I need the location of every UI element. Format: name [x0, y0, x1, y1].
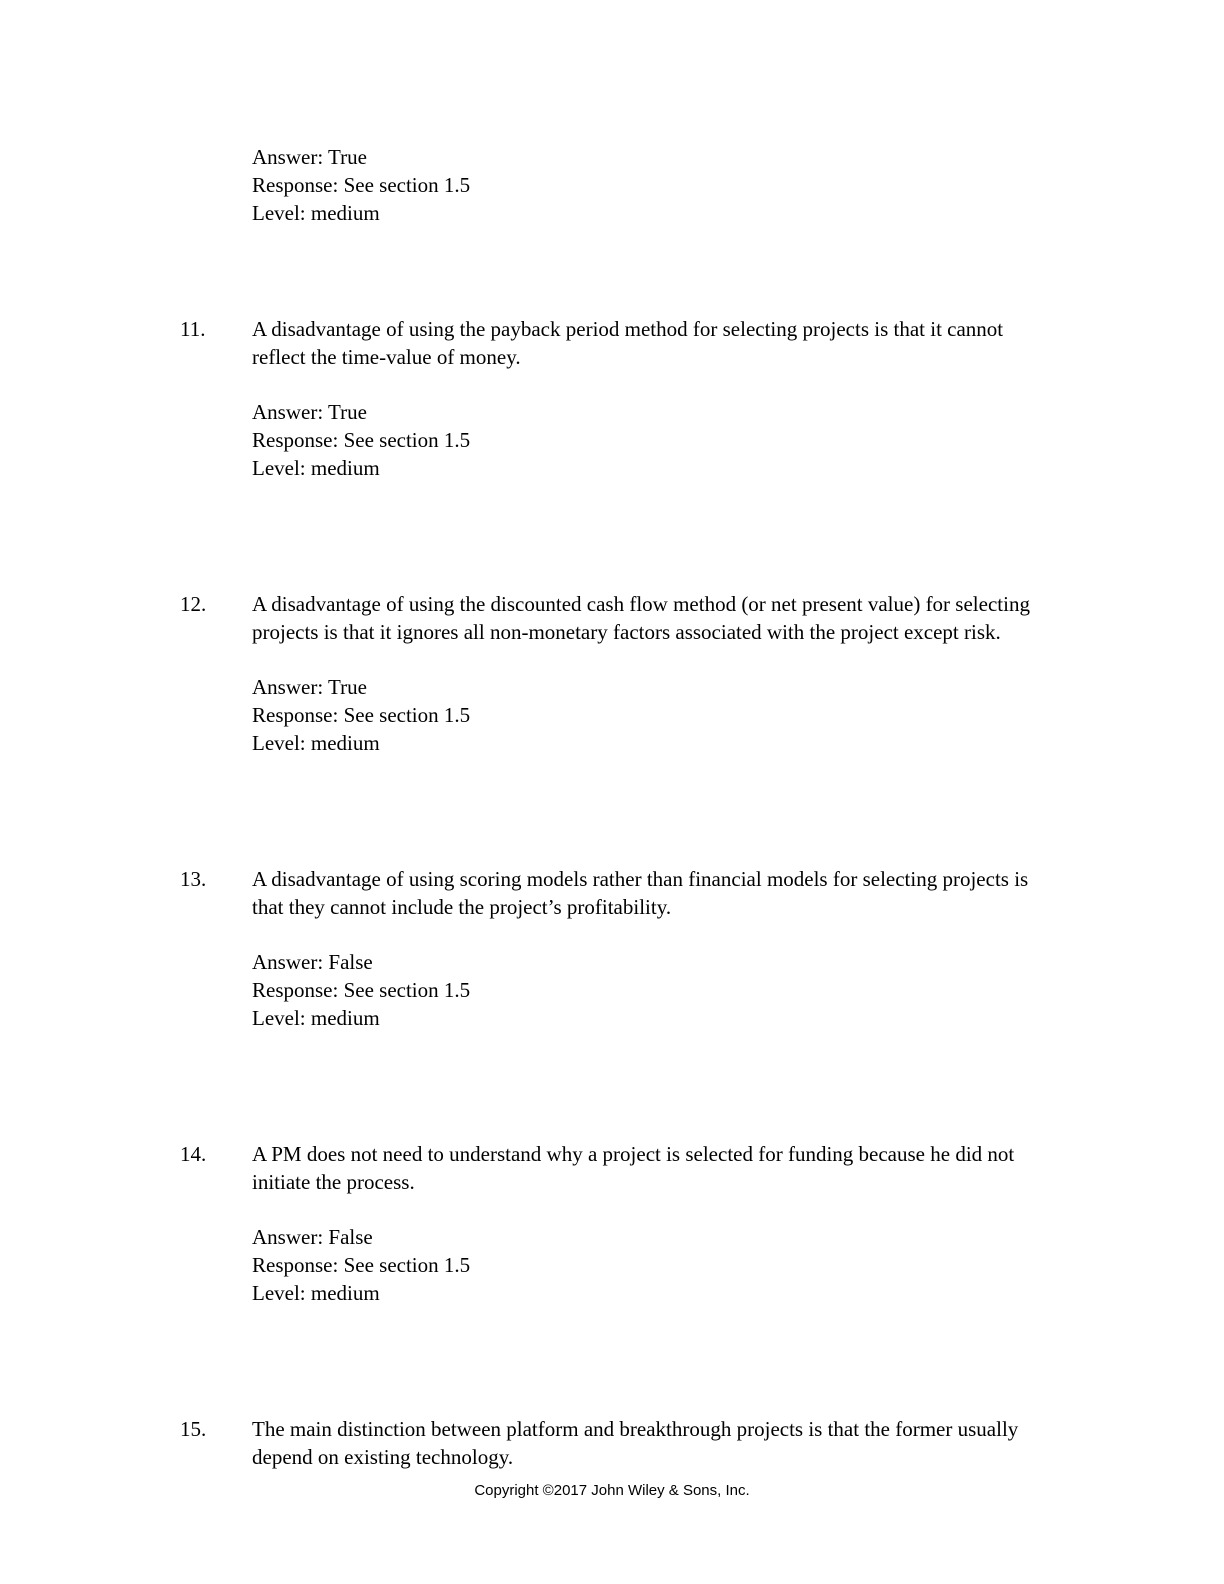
leading-answer-block — [252, 143, 1074, 227]
question-14 — [180, 1140, 1074, 1307]
answer-block — [252, 948, 1074, 1032]
response-line: Response: See section 1.5 — [252, 1253, 471, 1277]
question-text: A disadvantage of using the payback period method for selecting projects is that it cannot reflect the time-value of money. — [252, 317, 1004, 369]
question-12 — [180, 590, 1074, 757]
question-text: The main distinction between platform and breakthrough projects is that the former usually depend on existing technology. — [252, 1417, 1019, 1469]
response-line: Response: See section 1.5 — [252, 173, 471, 197]
question-13 — [180, 865, 1074, 1032]
question-number: 13. — [180, 867, 207, 891]
question-number: 14. — [180, 1142, 207, 1166]
level-line: Level: medium — [252, 731, 380, 755]
question-text: A PM does not need to understand why a project is selected for funding because he did not initiate the process. — [252, 1142, 1015, 1194]
question-number: 11. — [180, 317, 206, 341]
question-number: 12. — [180, 592, 207, 616]
level-line: Level: medium — [252, 456, 380, 480]
question-11 — [180, 315, 1074, 482]
level-line: Level: medium — [252, 1281, 380, 1305]
answer-line: Answer: True — [252, 675, 367, 699]
question-row — [180, 1140, 1074, 1196]
question-text: A disadvantage of using scoring models rather than financial models for selecting projects is that they cannot include the project’s profitability. — [252, 867, 1029, 919]
answer-block — [252, 1223, 1074, 1307]
question-row — [180, 865, 1074, 921]
level-line: Level: medium — [252, 1006, 380, 1030]
response-line: Response: See section 1.5 — [252, 428, 471, 452]
question-number: 15. — [180, 1417, 207, 1441]
question-row — [180, 315, 1074, 371]
answer-block — [252, 398, 1074, 482]
answer-line: Answer: True — [252, 400, 367, 424]
level-line: Level: medium — [252, 201, 380, 225]
question-text: A disadvantage of using the discounted cash flow method (or net present value) for selecting projects is that it ignores all non-monetary factors associated with the project except risk. — [252, 592, 1030, 644]
page-footer: Copyright ©2017 John Wiley & Sons, Inc. — [474, 1482, 750, 1499]
question-row — [180, 590, 1074, 646]
answer-line: Answer: True — [252, 145, 367, 169]
answer-line: Answer: False — [252, 1225, 373, 1249]
answer-line: Answer: False — [252, 950, 373, 974]
answer-block — [252, 673, 1074, 757]
response-line: Response: See section 1.5 — [252, 978, 471, 1002]
response-line: Response: See section 1.5 — [252, 703, 471, 727]
question-15 — [180, 1415, 1074, 1471]
question-row — [180, 1415, 1074, 1471]
